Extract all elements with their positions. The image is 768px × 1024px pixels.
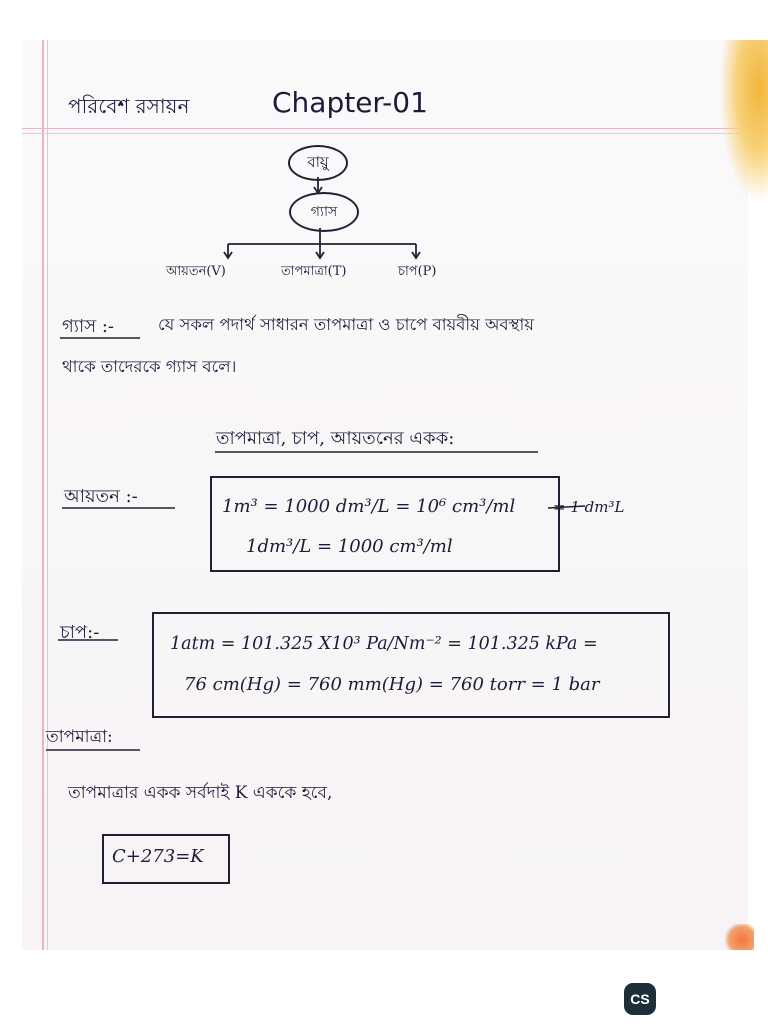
definition-line-2: থাকে তাদেরকে গ্যাস বলে। [62, 357, 237, 376]
leaf-volume: আয়তন(V) [166, 264, 226, 279]
camscanner-logo-icon [624, 983, 656, 1015]
pressure-line-2: 76 cm(Hg) = 760 mm(Hg) = 760 torr = 1 bar [184, 674, 600, 695]
volume-struck-text: = 1 dm³L [553, 498, 625, 516]
volume-box [210, 476, 560, 572]
diagram-node-gas-label: গ্যাস [310, 204, 338, 220]
chapter-title: Chapter-01 [272, 86, 428, 119]
definition-line-1: যে সকল পদার্থ সাধারন তাপমাত্রা ও চাপে বায়বীয় অবস্থায় [158, 315, 534, 334]
leaf-temperature: তাপমাত্রা(T) [281, 264, 347, 279]
leaf-pressure: চাপ(P) [398, 264, 437, 279]
volume-label: আয়তন :- [64, 486, 138, 507]
units-heading: তাপমাত্রা, চাপ, আয়তনের একক: [216, 428, 455, 449]
pressure-line-1: 1atm = 101.325 X10³ Pa/Nm⁻² = 101.325 kPa = [170, 634, 598, 654]
temperature-label: তাপমাত্রা: [46, 727, 113, 747]
pressure-box [152, 612, 670, 718]
definition-term: গ্যাস :- [62, 316, 114, 337]
volume-line-2: 1dm³/L = 1000 cm³/ml [246, 536, 453, 557]
temperature-line: তাপমাত্রার একক সর্বদাই K এককে হবে, [68, 783, 333, 803]
volume-line-1: 1m³ = 1000 dm³/L = 10⁶ cm³/ml [222, 496, 516, 517]
topic-title: পরিবেশ রসায়ন [68, 94, 190, 118]
camscanner-logo-text: CS [630, 991, 650, 1007]
diagram-node-air-label: বায়ু [307, 152, 329, 171]
pressure-label: চাপ:- [60, 622, 100, 643]
temperature-formula: C+273=K [112, 846, 204, 867]
